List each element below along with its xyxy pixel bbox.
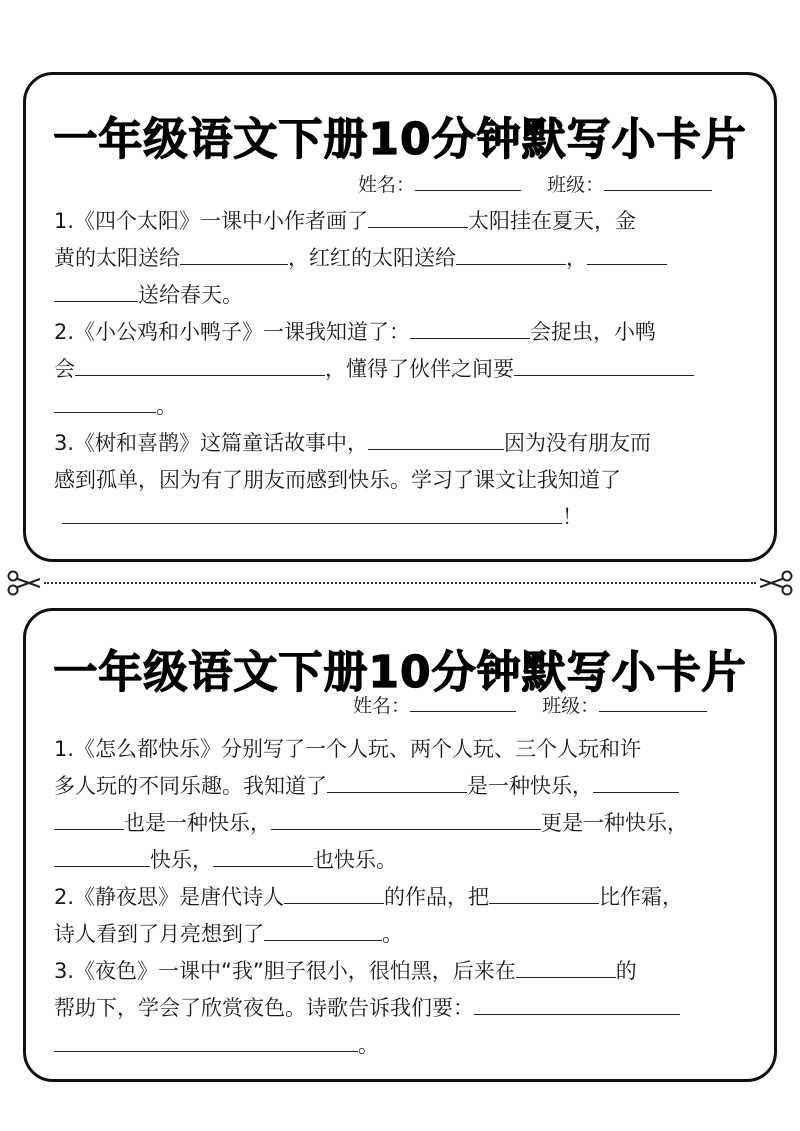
class-blank[interactable]	[599, 693, 707, 712]
q2-text: 的作品，把	[384, 885, 490, 909]
q2-text: 会	[54, 357, 75, 381]
q3-text: 3.《树和喜鹊》这篇童话故事中，	[54, 431, 369, 455]
answer-blank[interactable]	[516, 959, 616, 978]
card-title: 一年级语文下册10分钟默写小卡片	[53, 647, 747, 698]
answer-blank[interactable]	[514, 357, 694, 376]
class-label: 班级：	[542, 695, 600, 717]
q3-text: 3.《夜色》一课中“我”胆子很小，很怕黑，后来在	[54, 959, 516, 983]
answer-blank[interactable]	[593, 774, 679, 793]
q2-text: 。	[156, 394, 177, 418]
q1-text: 送给春天。	[138, 283, 243, 307]
q1-text: 是一种快乐，	[467, 774, 593, 798]
cut-line	[0, 570, 800, 596]
q3-text: 的	[615, 959, 637, 983]
answer-blank[interactable]	[264, 922, 382, 941]
q1-text: 黄的太阳送给	[54, 246, 180, 270]
answer-blank[interactable]	[474, 996, 680, 1015]
question-3	[54, 953, 752, 1064]
q2-text: 诗人看到了月亮想到了	[54, 922, 264, 946]
q1-text: 也快乐。	[313, 848, 397, 872]
q3-text: 帮助下，学会了欣赏夜色。诗歌告诉我们要：	[54, 996, 474, 1020]
q1-text: 多人玩的不同乐趣。我知道了	[54, 774, 327, 798]
q3-text: 因为没有朋友而	[504, 431, 652, 455]
answer-blank[interactable]	[54, 848, 150, 867]
q2-text: 会捉虫，小鸭	[530, 320, 657, 344]
question-1	[54, 203, 752, 314]
name-blank[interactable]	[410, 693, 516, 712]
answer-blank[interactable]	[327, 774, 467, 793]
answer-blank[interactable]	[213, 848, 313, 867]
dictation-card-2	[23, 608, 777, 1082]
q1-text: 1.《怎么都快乐》分别写了一个人玩、两个人玩、三个人玩和许	[54, 737, 642, 761]
q1-text: 也是一种快乐，	[124, 811, 271, 835]
q1-text: ，	[566, 246, 587, 270]
answer-blank[interactable]	[54, 811, 124, 830]
q3-text: ！	[562, 505, 583, 529]
q1-text: 1.《四个太阳》一课中小作者画了	[54, 209, 369, 233]
scissors-icon	[6, 570, 42, 596]
q2-text: 。	[382, 922, 403, 946]
class-blank[interactable]	[604, 172, 712, 191]
q2-text: 2.《静夜思》是唐代诗人	[54, 885, 285, 909]
question-3	[54, 425, 752, 536]
answer-blank[interactable]	[456, 246, 566, 265]
answer-blank[interactable]	[368, 209, 468, 228]
name-label: 姓名：	[358, 174, 416, 196]
student-info	[358, 170, 712, 197]
q3-text: 。	[358, 1033, 379, 1057]
q1-text: 更是一种快乐，	[541, 811, 688, 835]
answer-blank[interactable]	[368, 431, 504, 450]
answer-blank[interactable]	[271, 811, 541, 830]
q2-text: 比作霜，	[599, 885, 684, 909]
q1-text: ，红红的太阳送给	[288, 246, 456, 270]
answer-blank[interactable]	[54, 1033, 358, 1052]
answer-blank[interactable]	[180, 246, 288, 265]
answer-blank[interactable]	[489, 885, 599, 904]
answer-blank[interactable]	[62, 505, 562, 524]
answer-blank[interactable]	[75, 357, 325, 376]
student-info	[353, 691, 707, 718]
name-blank[interactable]	[415, 172, 521, 191]
scissors-icon	[758, 570, 794, 596]
card-title: 一年级语文下册10分钟默写小卡片	[53, 114, 747, 165]
answer-blank[interactable]	[284, 885, 384, 904]
q3-text: 感到孤单，因为有了朋友而感到快乐。学习了课文让我知道了	[54, 468, 621, 492]
q1-text: 太阳挂在夏天，金	[468, 209, 637, 233]
question-2	[54, 314, 752, 425]
q2-text: 2.《小公鸡和小鸭子》一课我知道了：	[54, 320, 411, 344]
dictation-card-1	[23, 72, 777, 562]
question-1	[54, 731, 752, 879]
answer-blank[interactable]	[587, 246, 667, 265]
answer-blank[interactable]	[54, 394, 156, 413]
answer-blank[interactable]	[410, 320, 530, 339]
answer-blank[interactable]	[54, 283, 138, 302]
question-2	[54, 879, 752, 953]
q2-text: ，懂得了伙伴之间要	[325, 357, 514, 381]
name-label: 姓名：	[353, 695, 411, 717]
dotted-line	[44, 582, 756, 584]
q1-text: 快乐，	[150, 848, 213, 872]
class-label: 班级：	[547, 174, 605, 196]
